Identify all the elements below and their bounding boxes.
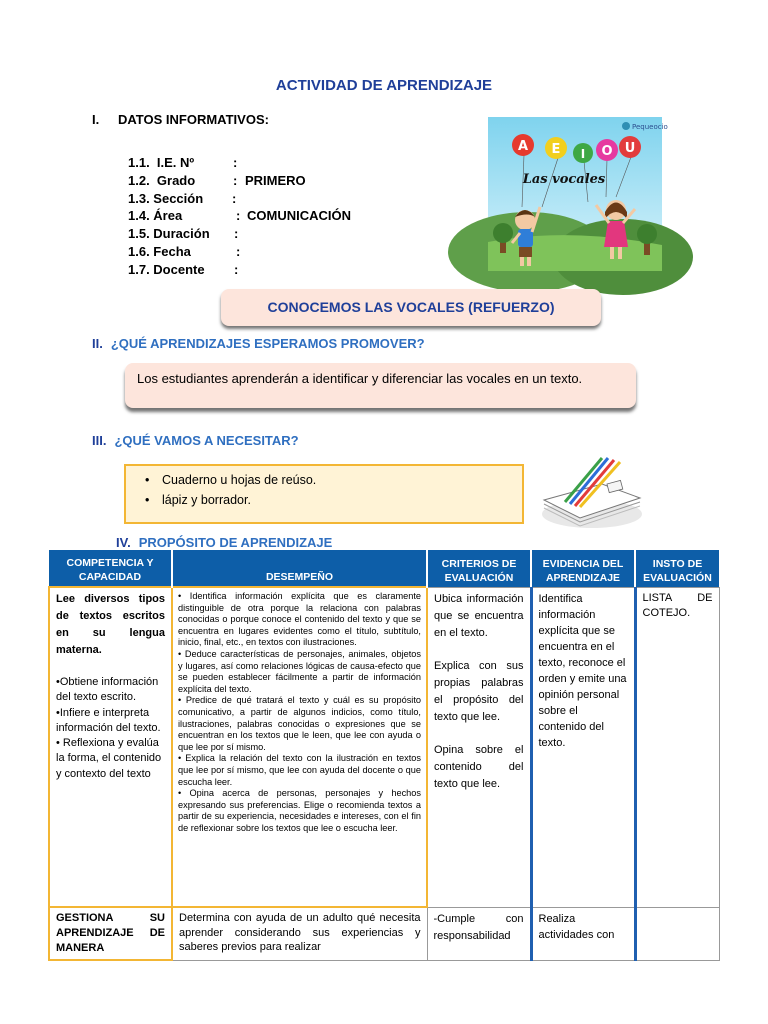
criterios-cell [427, 587, 531, 907]
section-number: III. [92, 433, 107, 448]
section-title: PROPÓSITO DE APRENDIZAJE [138, 535, 333, 550]
section-datos-heading [92, 112, 269, 127]
section-necesitar-heading [92, 433, 299, 448]
header-criterios: CRITERIOS DE EVALUACIÓN [427, 550, 531, 587]
capacidad-item: • Reflexiona y evalúa la forma, el contenido y contexto del texto [56, 737, 162, 780]
materials-box [124, 464, 524, 524]
dato-label: 1.3. Sección [128, 190, 204, 206]
section-title: ¿QUÉ APRENDIZAJES ESPERAMOS PROMOVER? [110, 336, 425, 351]
dato-grado: 1.2. Grado : PRIMERO [128, 172, 306, 188]
document-title: ACTIVIDAD DE APRENDIZAJE [275, 77, 493, 94]
section-number: I. [92, 112, 100, 127]
dato-duracion: 1.5. Duración : [128, 226, 239, 242]
dato-docente: 1.7. Docente : [128, 261, 239, 277]
criterio-item: Opina sobre el contenido del texto que lee. [434, 743, 524, 790]
aprendizajes-text: Los estudiantes aprenderán a identificar y diferenciar las vocales en un texto. [137, 371, 583, 386]
letter-o: O [601, 144, 613, 159]
dato-label: 1.4. Área [128, 208, 183, 224]
section-title: ¿QUÉ VAMOS A NECESITAR? [114, 433, 299, 448]
capacidad-item: •Infiere e interpreta información del texto. [56, 706, 161, 734]
criterio-item: Ubica información que se encuentra en el texto. [434, 592, 524, 639]
datos-list [128, 154, 351, 279]
desempeno-cell: Determina con ayuda de un adulto qué necesita aprender considerando sus experiencias y saberes previos para realizar [172, 907, 427, 960]
section-number: IV. [116, 535, 131, 550]
evidencia-cell [531, 587, 635, 907]
letter-u: U [624, 141, 636, 156]
table-row [49, 907, 719, 960]
section-proposito-heading [116, 535, 332, 550]
notebook-pencils-illustration [540, 452, 642, 532]
list-item: • Cuaderno u hojas de reúso. [162, 471, 522, 491]
capacidad-item: •Obtiene información del texto escrito. [56, 676, 159, 704]
letter-i: I [580, 147, 586, 161]
dato-seccion: 1.3. Sección : [128, 190, 237, 206]
desempeno-item: • Opina acerca de personas, personajes y hechos expresando sus preferencias. Elige o recomienda textos a partir de su experiencia, necesidades e intereses, con el fin de reflexionar sobre los textos que lee o escucha leer. [178, 788, 421, 833]
section-aprendizajes-heading [92, 336, 425, 351]
aprendizajes-box [125, 363, 636, 408]
criterio-item: Explica con sus propias palabras el propósito del texto que lee. [434, 659, 524, 723]
desempeno-cell [172, 587, 427, 907]
letter-a: A [517, 139, 529, 154]
dato-label: 1.2. Grado [128, 172, 196, 188]
evidencia-cell: Realiza actividades con [531, 907, 635, 960]
letter-e: E [551, 142, 561, 157]
dato-label: 1.1. I.E. Nº [128, 155, 195, 170]
dato-area: 1.4. Área : COMUNICACIÓN [128, 208, 351, 224]
section-title: DATOS INFORMATIVOS: [118, 112, 269, 127]
evidencia-text: Identifica información explícita que se encuentra en el texto, reconoce el orden y emite una opinión personal sobre el contenido del texto. [538, 592, 627, 749]
instrumento-cell [635, 907, 719, 960]
dato-label: 1.7. Docente [128, 261, 205, 277]
dato-value: PRIMERO [245, 172, 306, 188]
instrumento-text: LISTA DE COTEJO. [642, 591, 713, 619]
instrumento-cell [635, 587, 719, 907]
learning-purpose-table [48, 550, 720, 961]
header-desempeno: DESEMPEÑO [172, 550, 427, 587]
svg-text:Pequeocio: Pequeocio [632, 123, 668, 131]
dato-ie: 1.1. I.E. Nº : [128, 155, 238, 170]
desempeno-item: • Identifica información explícita que es claramente distinguible de otra porque la relaciona con palabras conocidas o porque conoce el contenido del texto y que se encuentra en lugares evidentes como el título, subtítulo, inicio, final, etc., en textos con ilustraciones. [178, 591, 421, 648]
competencia-cell [49, 587, 172, 907]
desempeno-item: • Explica la relación del texto con la ilustración en textos que lee por sí mismo, que lee con ayuda del docente o que escucha leer. [178, 753, 421, 787]
competencia-cell: GESTIONA SU APRENDIZAJE DE MANERA [49, 907, 172, 960]
header-instrumento: INSTO DE EVALUACIÓN [635, 550, 719, 587]
desempeno-item: • Predice de qué tratará el texto y cuál es su propósito comunicativo, a partir de algunos indicios, como título, ilustraciones, palabras conocidas o expresiones que se encuentran en los textos que le leen, que lee con ayuda o que lee por sí mismo. [178, 695, 421, 752]
illustration-caption: Las vocales [522, 172, 606, 187]
list-item: • lápiz y borrador. [162, 491, 522, 511]
dato-fecha: 1.6. Fecha : [128, 243, 241, 259]
table-header-row [49, 550, 719, 587]
competencia-title: Lee diversos tipos de textos escritos en su lengua materna. [56, 593, 165, 656]
dato-label: 1.6. Fecha [128, 243, 191, 259]
header-evidencia: EVIDENCIA DEL APRENDIZAJE [531, 550, 635, 587]
table-row [49, 587, 719, 907]
materials-list [126, 471, 522, 511]
dato-value: COMUNICACIÓN [247, 208, 351, 224]
dato-label: 1.5. Duración [128, 226, 210, 242]
activity-banner: CONOCEMOS LAS VOCALES (REFUERZO) [221, 289, 601, 326]
criterios-cell: -Cumple con responsabilidad [427, 907, 531, 960]
vowels-illustration [488, 117, 668, 271]
desempeno-item: • Deduce características de personajes, animales, objetos y lugares, así como relaciones lógicas de causa-efecto que se pueden establecer fácilmente a partir de información explícita del texto. [178, 648, 421, 694]
header-competencia: COMPETENCIA Y CAPACIDAD [49, 550, 172, 587]
section-number: II. [92, 336, 103, 351]
